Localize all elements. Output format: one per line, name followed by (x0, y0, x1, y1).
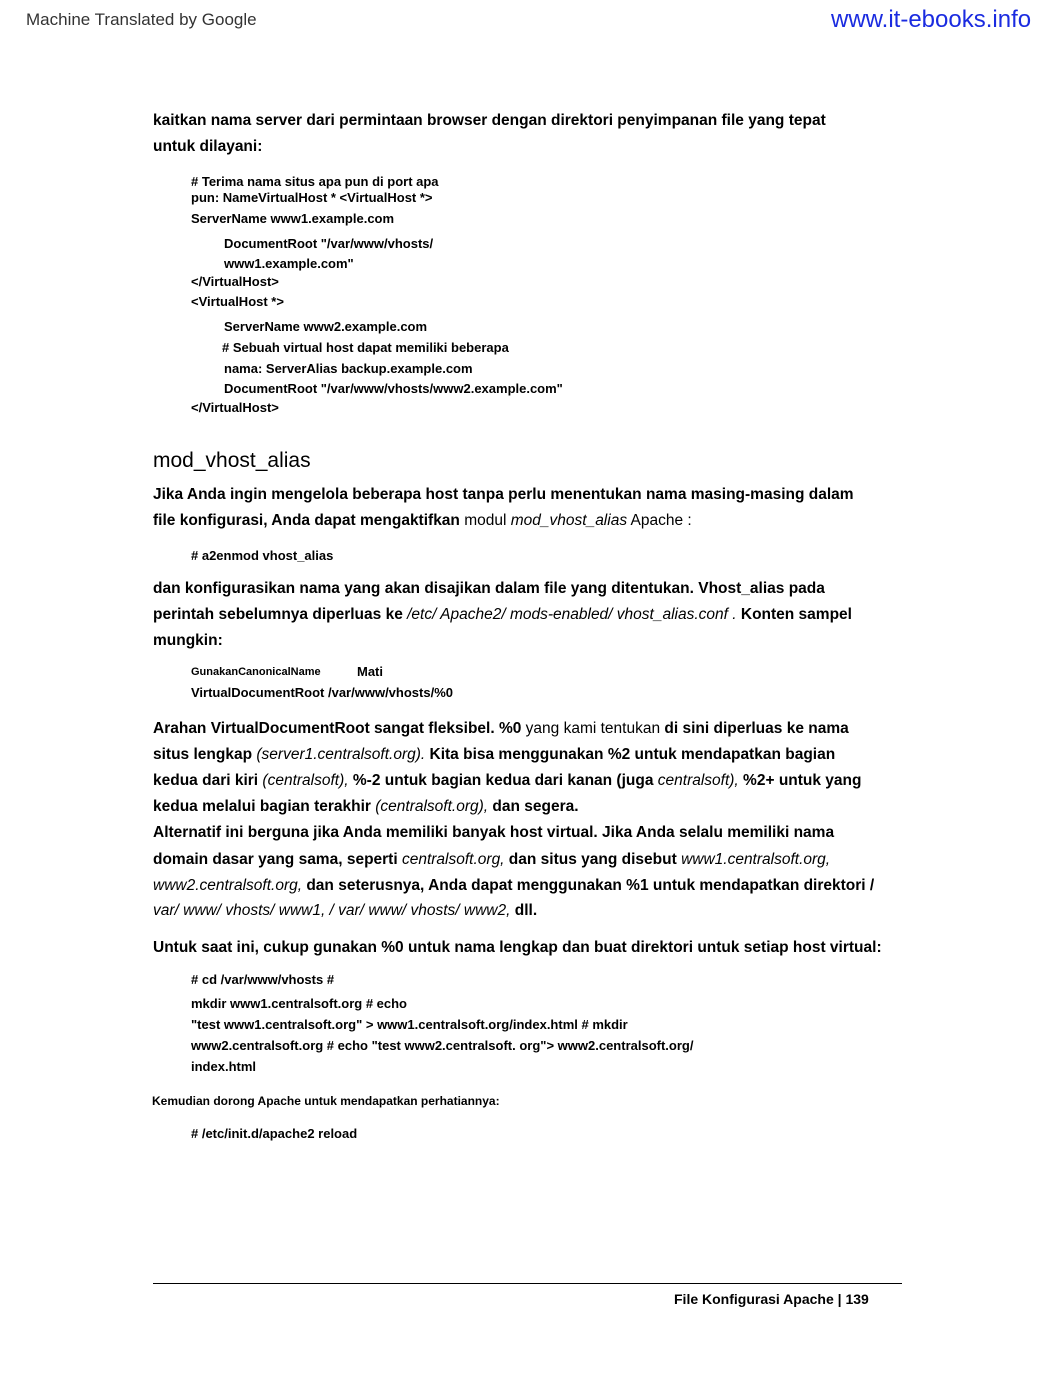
para2-line-3: mungkin: (153, 632, 223, 649)
para3-text: di sini diperluas ke nama (664, 720, 849, 737)
para3-line-1 (153, 716, 849, 742)
para3-italic: www1.centralsoft.org, (681, 851, 831, 868)
para2-text: perintah sebelumnya diperluas ke (153, 606, 408, 623)
para3-line-7 (153, 873, 874, 899)
code1-line: ServerName www1.example.com (191, 211, 395, 226)
code1-line: DocumentRoot "/var/www/vhosts/ (224, 236, 434, 251)
para3-text: dan seterusnya, Anda dapat menggunakan %1 untuk mendapatkan direktori / (302, 877, 875, 894)
footer-separator: | (837, 1291, 842, 1307)
code4-line: "test www1.centralsoft.org" > www1.centralsoft.org/index.html # mkdir (191, 1017, 628, 1032)
code5-line: # /etc/init.d/apache2 reload (191, 1126, 358, 1141)
code3-line: VirtualDocumentRoot /var/www/vhosts/%0 (191, 685, 453, 700)
para2-path: /etc/ Apache2/ mods-enabled/ vhost_alias.conf . (407, 606, 737, 623)
para3-italic: centralsoft), (657, 772, 739, 789)
footer-chapter: File Konfigurasi Apache (674, 1291, 834, 1307)
code1-line: # Terima nama situs apa pun di port apa (191, 174, 439, 189)
para3-text: Arahan VirtualDocumentRoot sangat fleksibel. %0 (153, 720, 522, 737)
para3-line-6 (153, 847, 830, 873)
code1-line: DocumentRoot "/var/www/vhosts/www2.example.com" (224, 381, 563, 396)
para3-line-8 (153, 898, 537, 924)
para3-text: yang kami tentukan (521, 720, 665, 737)
code1-line: # Sebuah virtual host dapat memiliki beberapa (222, 340, 509, 355)
para3-line-5: Alternatif ini berguna jika Anda memiliki banyak host virtual. Jika Anda selalu memiliki nama (153, 824, 835, 841)
machine-translated-label: Machine Translated by Google (26, 10, 257, 29)
footer-page-number: 139 (845, 1291, 869, 1307)
para3-italic: var/ www/ vhosts/ www1, / var/ www/ vhosts/ www2, (153, 902, 511, 919)
para3-italic: www2.centralsoft.org, (153, 877, 303, 894)
code3-directive: GunakanCanonicalName (191, 666, 321, 678)
para3-line-3 (153, 768, 862, 794)
section-title: mod_vhost_alias (153, 449, 311, 472)
para3-text: situs lengkap (153, 746, 257, 763)
para3-text: kedua melalui bagian terakhir (153, 798, 376, 815)
para3-line-2 (153, 742, 835, 768)
para3-text: Kita bisa menggunakan %2 untuk mendapatkan bagian (425, 746, 836, 763)
code4-line: www2.centralsoft.org # echo "test www2.centralsoft. org"> www2.centralsoft.org/ (191, 1038, 694, 1053)
code4-line: index.html (191, 1059, 257, 1074)
para4: Untuk saat ini, cukup gunakan %0 untuk nama lengkap dan buat direktori untuk setiap host virtual: (153, 939, 882, 956)
para3-italic: (centralsoft.org), (375, 798, 489, 815)
para1-line-2 (153, 508, 692, 534)
para1-line-1: Jika Anda ingin mengelola beberapa host tanpa perlu menentukan nama masing-masing dalam (153, 486, 854, 503)
para3-text: domain dasar yang sama, seperti (153, 851, 402, 868)
site-link[interactable]: www.it-ebooks.info (831, 6, 1032, 33)
intro-line-2: untuk dilayani: (153, 138, 263, 155)
code1-line: pun: NameVirtualHost * <VirtualHost *> (191, 190, 433, 205)
para2-line-2 (153, 602, 852, 628)
code1-line: www1.example.com" (224, 256, 354, 271)
para1-text: file konfigurasi, Anda dapat mengaktifkan (153, 512, 460, 529)
para3-text: kedua dari kiri (153, 772, 263, 789)
para3-italic: (server1.centralsoft.org). (256, 746, 426, 763)
para3-text: dan situs yang disebut (504, 851, 682, 868)
para2-line-1: dan konfigurasikan nama yang akan disajikan dalam file yang ditentukan. Vhost_alias pada (153, 580, 825, 597)
code1-line: <VirtualHost *> (191, 294, 284, 309)
code4-line: mkdir www1.centralsoft.org # echo (191, 996, 407, 1011)
para5: Kemudian dorong Apache untuk mendapatkan perhatiannya: (152, 1094, 500, 1108)
para3-text: %-2 untuk bagian kedua dari kanan (juga (348, 772, 658, 789)
footer-rule (153, 1283, 902, 1284)
para3-text: dll. (510, 902, 538, 919)
code2-line: # a2enmod vhost_alias (191, 548, 334, 563)
para1-text: modul (459, 512, 511, 529)
code1-line: ServerName www2.example.com (224, 319, 428, 334)
intro-line-1: kaitkan nama server dari permintaan browser dengan direktori penyimpanan file yang tepat (153, 112, 826, 129)
para3-line-4 (153, 794, 579, 820)
code1-line: </VirtualHost> (191, 400, 279, 415)
code4-line: # cd /var/www/vhosts # (191, 972, 335, 987)
para1-module-name: mod_vhost_alias (510, 512, 628, 529)
para3-italic: centralsoft.org, (401, 851, 505, 868)
code1-line: nama: ServerAlias backup.example.com (224, 361, 473, 376)
code1-line: </VirtualHost> (191, 274, 279, 289)
para3-italic: (centralsoft), (262, 772, 349, 789)
para2-text: Konten sampel (736, 606, 852, 623)
para3-text: %2+ untuk yang (738, 772, 862, 789)
page-footer (674, 1291, 869, 1307)
para1-text: Apache : (627, 512, 692, 529)
para3-text: dan segera. (488, 798, 579, 815)
code3-value: Mati (357, 664, 383, 679)
